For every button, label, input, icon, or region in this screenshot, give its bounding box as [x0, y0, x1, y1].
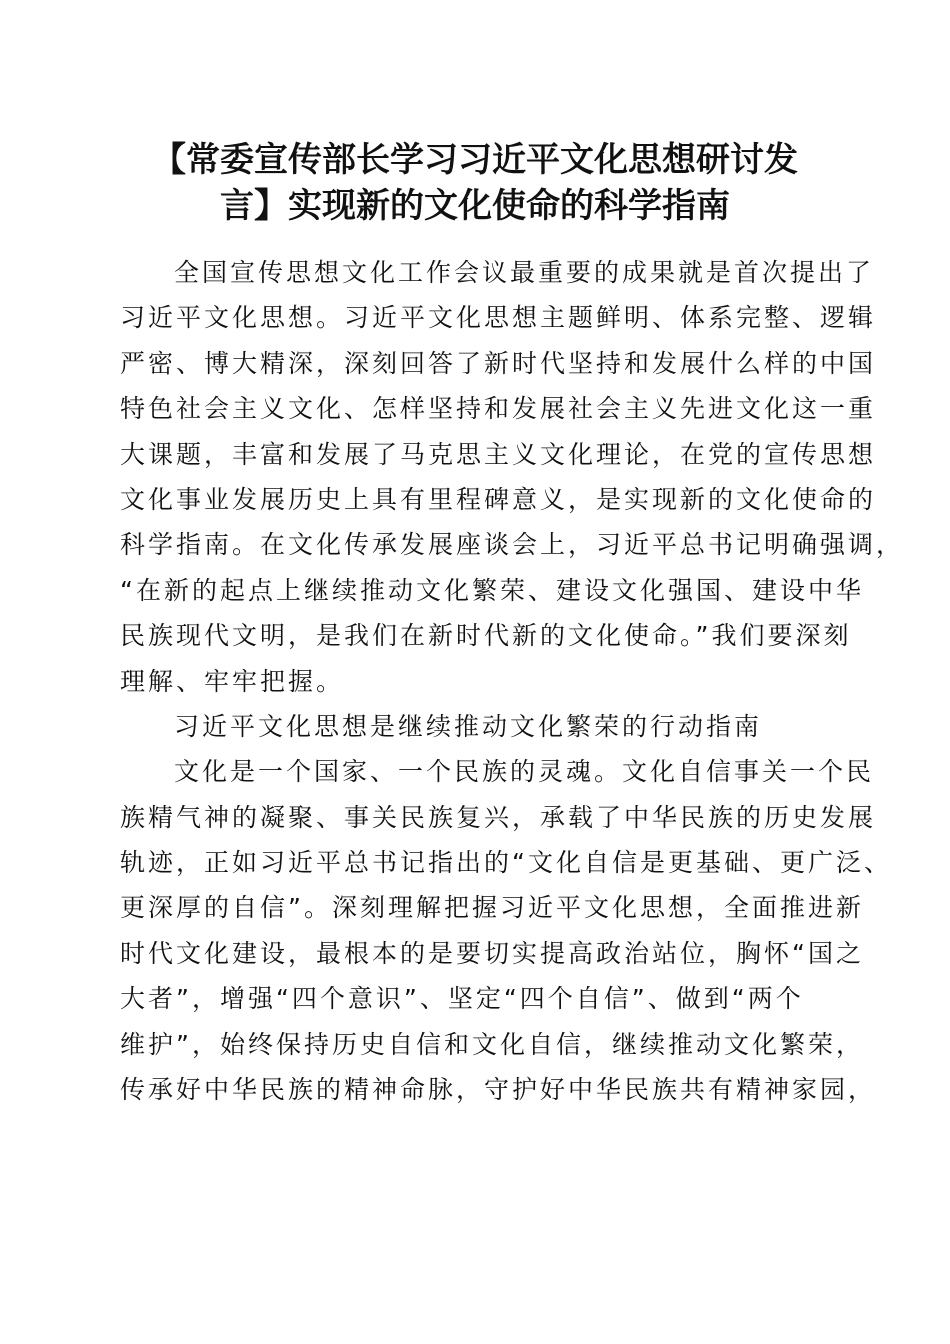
paragraph-2-line: 维护”，始终保持历史自信和文化自信，继续推动文化繁荣， [120, 1029, 864, 1059]
document-title [110, 137, 840, 229]
title-line: 言】实现新的文化使命的科学指南 [220, 186, 730, 226]
paragraph-2-line: 轨迹，正如习近平总书记指出的“文化自信是更基础、更广泛、 [120, 848, 892, 878]
paragraph-2-line: 族精气神的凝聚、事关民族复兴，承载了中华民族的历史发展 [120, 802, 877, 832]
paragraph-1-line: 全国宣传思想文化工作会议最重要的成果就是首次提出了 [174, 258, 875, 287]
paragraph-1-line: 理解、牢牢把握。 [120, 666, 345, 696]
paragraph-1-line: 习近平文化思想。习近平文化思想主题鲜明、体系完整、逻辑 [120, 303, 877, 333]
paragraph-2-line: 传承好中华民族的精神命脉，守护好中华民族共有精神家园， [120, 1075, 877, 1105]
section-heading: 习近平文化思想是继续推动文化繁荣的行动指南 [174, 711, 763, 741]
paragraph-2-line: 文化是一个国家、一个民族的灵魂。文化自信事关一个民 [174, 757, 875, 787]
paragraph-1-line: 严密、博大精深，深刻回答了新时代坚持和发展什么样的中国 [120, 348, 877, 378]
paragraph-2-line: 时代文化建设，最根本的是要切实提高政治站位，胸怀“国之 [120, 938, 864, 968]
paragraph-1-line: “在新的起点上继续推动文化繁荣、建设文化强国、建设中华 [120, 575, 864, 605]
paragraph-1-line: 特色社会主义文化、怎样坚持和发展社会主义先进文化这一重 [120, 394, 877, 424]
paragraph-2-line: 大者”，增强“四个意识”、坚定“四个自信”、做到“两个 [120, 984, 804, 1014]
title-line: 【常委宣传部长学习习近平文化思想研讨发 [152, 140, 798, 180]
paragraph-1-line: 大课题，丰富和发展了马克思主义文化理论，在党的宣传思想 [120, 439, 877, 469]
document-body [120, 250, 905, 1112]
paragraph-1-line: 文化事业发展历史上具有里程碑意义，是实现新的文化使命的 [120, 484, 877, 514]
paragraph-2-line: 更深厚的自信”。深刻理解把握习近平文化思想，全面推进新 [120, 893, 864, 923]
paragraph-1-line: 民族现代文明，是我们在新时代新的文化使命。”我们要深刻 [120, 621, 852, 651]
paragraph-1-line: 科学指南。在文化传承发展座谈会上，习近平总书记明确强调， [120, 530, 905, 560]
